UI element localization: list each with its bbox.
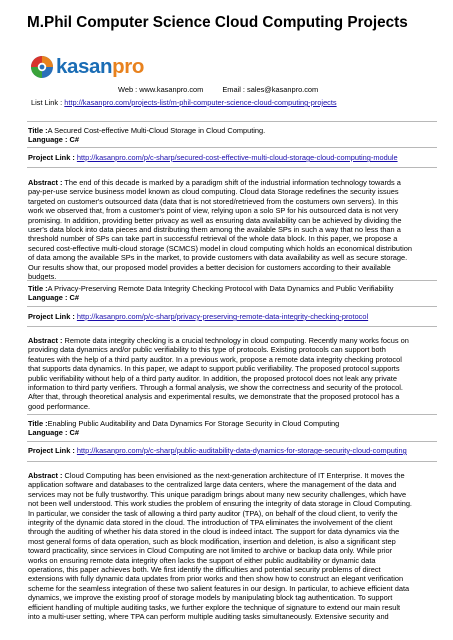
abstract-text: information to third party verifiers. Through a formal analysis, we show the correctness and security of the protocol. <box>28 383 403 393</box>
abstract-text: good performance. <box>28 401 91 411</box>
abstract-text: efficient handling of multiple auditing tasks, we further explore the technique of signature to extend our main result <box>28 602 401 612</box>
page-title: M.Phil Computer Science Cloud Computing Projects <box>27 14 408 31</box>
abstract-text: works on ensuring remote data integrity often lacks the support of either public auditability or dynamic data <box>28 555 376 565</box>
abstract-text: not been well understood. This work studies the problem of ensuring the integrity of data storage in Cloud Computing. <box>28 499 412 509</box>
abstract-line <box>28 187 438 196</box>
abstract-line <box>28 603 438 612</box>
abstract-line <box>28 584 438 593</box>
kasanpro-logo <box>30 54 144 80</box>
logo-wordmark <box>56 55 144 79</box>
abstract-text: secured cost-effective multi-cloud storage (SCMCS) model in cloud computing which holds an economical distribution <box>28 243 412 253</box>
abstract-text: promising. In addition, providing better privacy as well as ensuring data availability can be achieved by dividing the <box>28 215 402 225</box>
abstract-text: most general forms of data operation, such as block modification, insertion and deletion, is also a significant step <box>28 536 396 546</box>
abstract-line <box>28 263 438 272</box>
abstract-line <box>28 392 438 401</box>
abstract-line <box>28 593 438 602</box>
divider <box>27 441 437 442</box>
abstract-line <box>28 537 438 546</box>
abstract-line <box>28 518 438 527</box>
abstract-line <box>28 178 438 187</box>
project-3-link[interactable]: http://kasanpro.com/p/c-sharp/public-auditability-data-dynamics-for-storage-security-cloud-computing <box>76 446 407 455</box>
abstract-text: targeted on customer's outsourced data (data that is not stored/retrieved from the costumers own servers). In this <box>28 196 398 206</box>
abstract-label: Abstract : <box>28 336 63 345</box>
abstract-text: work we observed that, from a customer's point of view, relying upon a solo SP for his outsourced data is not very <box>28 206 399 216</box>
project-1-language: Language : C# <box>28 135 79 144</box>
divider <box>27 167 437 168</box>
abstract-text: extensions with fully dynamic data updates from prior works and then show how to construct an elegant verification <box>28 574 404 584</box>
abstract-text: that supports data dynamics. In this paper, we adapt to support public verifiability. The proposed protocol supports <box>28 364 400 374</box>
abstract-text: services may not be fully trustworthy. This unique paradigm brings about many new security challenges, which have <box>28 489 407 499</box>
project-3-language: Language : C# <box>28 428 79 437</box>
abstract-text: providing data dynamics and/or public verifiability to this type of protocols. Existing protocols can support both <box>28 345 386 355</box>
abstract-line <box>28 234 438 243</box>
divider <box>27 326 437 327</box>
abstract-line <box>28 490 438 499</box>
web-text: Web : www.kasanpro.com <box>118 85 204 94</box>
abstract-text: application software and databases to the centralized large data centers, where the management of the data and <box>28 480 397 490</box>
abstract-text: In particular, we consider the task of allowing a third party auditor (TPA), on behalf of the cloud client, to verify the <box>28 508 398 518</box>
project-3-title: Title :Enabling Public Auditability and Data Dynamics For Storage Security in Cloud Computing <box>28 419 340 428</box>
abstract-label: Abstract : <box>28 471 63 480</box>
abstract-line <box>28 345 438 354</box>
abstract-text: of data among the available SPs in the market, to provide customers with data availability as well as secure storage. <box>28 253 408 263</box>
abstract-text: dynamics, we improve the existing proof of storage models by manipulating block tag authentication. To support <box>28 593 393 603</box>
project-2-link[interactable]: http://kasanpro.com/p/c-sharp/privacy-preserving-remote-data-integrity-checking-protocol <box>76 312 369 321</box>
abstract-text: Our results show that, our proposed model provides a better decision for customers according to their available <box>28 262 391 272</box>
divider <box>27 147 437 148</box>
abstract-line <box>28 471 438 480</box>
divider <box>27 461 437 462</box>
abstract-text: through the auditing of whether his data stored in the cloud is indeed intact. The support for data dynamics via the <box>28 527 400 537</box>
globe-logo-icon <box>30 55 54 79</box>
email-text: Email : sales@kasanpro.com <box>222 85 319 94</box>
abstract-line <box>28 480 438 489</box>
abstract-text: public verifiability without help of a third party auditor. In addition, the proposed protocol does not leak any private <box>28 373 397 383</box>
abstract-line <box>28 253 438 262</box>
abstract-line <box>28 364 438 373</box>
logo-text-pro: pro <box>112 55 144 78</box>
abstract-line <box>28 574 438 583</box>
project-1-abstract <box>28 178 438 281</box>
abstract-line <box>28 612 438 621</box>
abstract-line <box>28 509 438 518</box>
abstract-line <box>28 336 438 345</box>
abstract-line <box>28 355 438 364</box>
list-link[interactable]: http://kasanpro.com/projects-list/m-phil-computer-science-cloud-computing-projects <box>64 98 337 107</box>
logo-text-kasan: kasan <box>56 55 113 78</box>
divider <box>27 414 437 415</box>
abstract-line <box>28 383 438 392</box>
abstract-text: operations, this paper achieves both. We first identify the difficulties and potential security problems of direct <box>28 565 381 575</box>
abstract-text: scheme for the seamless integration of these two salient features in our design. In particular, to achieve efficient data <box>28 583 410 593</box>
contact-line <box>118 85 318 95</box>
abstract-line <box>28 197 438 206</box>
abstract-text: user's data block into data pieces and distributing them among the available SPs in such a way that no less than a <box>28 225 401 235</box>
abstract-line <box>28 546 438 555</box>
abstract-text: toward practicality, since services in Cloud Computing are not limited to archive or backup data only. While prior <box>28 546 393 556</box>
abstract-text: threshold number of SPs can take part in successful retrieval of the whole data block. In this paper, we propose a <box>28 234 398 244</box>
project-2-abstract <box>28 336 438 411</box>
abstract-line <box>28 374 438 383</box>
list-link-line <box>31 98 337 108</box>
abstract-text: integrity of the dynamic data stored in the cloud. The introduction of TPA eliminates the involvement of the client <box>28 518 393 528</box>
abstract-line <box>28 556 438 565</box>
divider <box>27 306 437 307</box>
abstract-text: The end of this decade is marked by a paradigm shift of the industrial information technology towards a <box>62 178 401 187</box>
project-3-abstract <box>28 471 438 622</box>
abstract-line <box>28 565 438 574</box>
project-2-language: Language : C# <box>28 293 79 302</box>
abstract-text: budgets. <box>28 272 57 282</box>
abstract-label: Abstract : <box>28 178 63 187</box>
abstract-text: into a multi-user setting, where TPA can perform multiple auditing tasks simultaneously. Extensive security and <box>28 612 389 622</box>
abstract-line <box>28 225 438 234</box>
abstract-text: Cloud Computing has been envisioned as the next-generation architecture of IT Enterprise. It moves the <box>62 471 405 480</box>
divider <box>27 280 437 281</box>
abstract-line <box>28 499 438 508</box>
project-1-title: Title :A Secured Cost-effective Multi-Cloud Storage in Cloud Computing. <box>28 126 266 135</box>
divider <box>27 121 437 122</box>
abstract-line <box>28 206 438 215</box>
abstract-text: Remote data integrity checking is a crucial technology in cloud computing. Recently many works focus on <box>62 336 409 345</box>
abstract-text: pay-per-use service business model known as cloud computing. Cloud data Storage redefines the security issues <box>28 187 399 197</box>
project-1-link-row: Project Link : http://kasanpro.com/p/c-sharp/secured-cost-effective-multi-cloud-storage-cloud-computing-module <box>28 153 398 162</box>
abstract-line <box>28 244 438 253</box>
project-2-title: Title :A Privacy-Preserving Remote Data Integrity Checking Protocol with Data Dynamics and Public Verifiability <box>28 284 394 293</box>
abstract-text: After that, through theoretical analysis and experimental results, we demonstrate that the proposed protocol has a <box>28 392 400 402</box>
project-1-link[interactable]: http://kasanpro.com/p/c-sharp/secured-cost-effective-multi-cloud-storage-cloud-computing-module <box>76 153 398 162</box>
abstract-line <box>28 216 438 225</box>
abstract-line <box>28 402 438 411</box>
list-link-label: List Link : <box>31 98 63 107</box>
project-2-link-row: Project Link : http://kasanpro.com/p/c-sharp/privacy-preserving-remote-data-integrity-checking-protocol <box>28 312 369 321</box>
project-3-link-row: Project Link : http://kasanpro.com/p/c-sharp/public-auditability-data-dynamics-for-storage-security-cloud-computing <box>28 446 407 455</box>
abstract-text: features with the help of a third party auditor. In a previous work, propose a remote data integrity checking protocol <box>28 354 402 364</box>
abstract-line <box>28 527 438 536</box>
